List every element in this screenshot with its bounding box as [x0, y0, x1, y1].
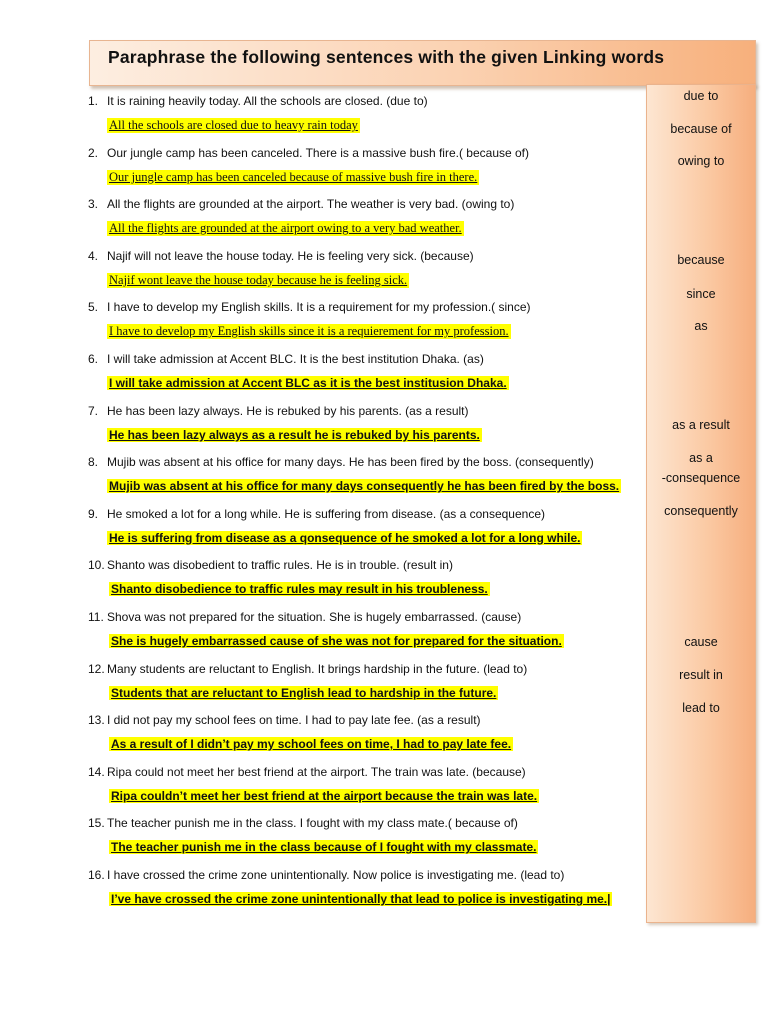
- item-number: 12.: [88, 661, 105, 676]
- linking-word: as a: [689, 451, 713, 465]
- list-item: [88, 453, 643, 505]
- answer-text: I will take admission at Accent BLC as it is the best institusion Dhaka.: [109, 375, 507, 390]
- answer-text: Ripa couldn’t meet her best friend at the airport because the train was late.: [111, 788, 538, 803]
- question-text: It is raining heavily today. All the schools are closed. (due to): [107, 94, 428, 108]
- item-number: 11.: [88, 609, 104, 624]
- answer-text: Shanto disobedience to traffic rules may result in his troubleness.: [111, 582, 488, 597]
- list-item: [88, 556, 643, 608]
- list-item: [88, 814, 643, 866]
- linking-word: result in: [679, 668, 723, 682]
- list-item: [88, 608, 643, 660]
- list-item: [88, 660, 643, 712]
- list-item: [88, 711, 643, 763]
- answer-text: The teacher punish me in the class because of I fought with my classmate.: [111, 840, 537, 855]
- item-number: 4.: [88, 248, 99, 263]
- item-number: 16.: [88, 867, 105, 882]
- linking-words-column: [646, 84, 756, 923]
- answer-text: He is suffering from disease as a qonsequence of he smoked a lot for a long while.: [109, 530, 581, 545]
- item-number: 2.: [88, 145, 99, 160]
- question-text: The teacher punish me in the class. I fought with my class mate.( because of): [107, 816, 518, 831]
- linking-word: -consequence: [661, 471, 741, 485]
- item-number: 6.: [88, 351, 99, 366]
- answer-text: As a result of I didn’t pay my school fees on time, I had to pay late fee.: [111, 737, 512, 752]
- item-number: 10.: [88, 558, 105, 573]
- answer-text: She is hugely embarrassed cause of she was not for prepared for the situation.: [111, 633, 562, 648]
- answer-text: All the flights are grounded at the airport owing to a very bad weather.: [109, 221, 462, 236]
- list-item: [88, 195, 643, 247]
- item-number: 13.: [88, 713, 105, 728]
- item-number: 5.: [88, 300, 99, 315]
- list-item: [88, 247, 643, 299]
- title-banner: [89, 40, 756, 86]
- answer-text: Mujib was absent at his office for many days consequently he has been fired by the boss.: [109, 479, 620, 494]
- list-item: [88, 402, 643, 454]
- question-text: Shova was not prepared for the situation. She is hugely embarrassed. (cause): [107, 609, 522, 624]
- linking-word: since: [686, 287, 716, 301]
- item-number: 7.: [88, 403, 99, 418]
- question-text: He has been lazy always. He is rebuked by his parents. (as a result): [107, 403, 469, 418]
- question-text: Many students are reluctant to English. It brings hardship in the future. (lead to): [107, 661, 528, 676]
- list-item: [88, 298, 643, 350]
- question-text: I have to develop my English skills. It is a requirement for my profession.( since): [107, 300, 531, 315]
- question-text: Shanto was disobedient to traffic rules. He is in trouble. (result in): [107, 558, 453, 573]
- linking-word: due to: [683, 89, 719, 103]
- question-text: I have crossed the crime zone unintentionally. Now police is investigating me. (lead to): [107, 867, 565, 882]
- question-text: He smoked a lot for a long while. He is suffering from disease. (as a consequence): [107, 506, 545, 521]
- linking-word: because of: [670, 122, 732, 136]
- item-number: 14.: [88, 764, 105, 779]
- answer-text: I have to develop my English skills since it is a requierement for my profession.: [109, 324, 509, 339]
- page-title: Paraphrase the following sentences with the given Linking words: [108, 47, 665, 67]
- answer-text: I’ve have crossed the crime zone unintentionally that lead to police is investigating me.|: [111, 891, 611, 906]
- linking-word: lead to: [682, 701, 720, 715]
- linking-word: as: [694, 319, 708, 333]
- question-text: Our jungle camp has been canceled. There is a massive bush fire.( because of): [107, 145, 530, 160]
- linking-word: as a result: [672, 418, 730, 432]
- question-text: I did not pay my school fees on time. I had to pay late fee. (as a result): [107, 713, 481, 728]
- item-number: 1.: [88, 94, 99, 108]
- linking-word: cause: [684, 635, 718, 649]
- item-number: 9.: [88, 506, 99, 521]
- linking-word: owing to: [677, 154, 725, 168]
- item-number: 15.: [88, 816, 105, 831]
- answer-text: All the schools are closed due to heavy rain today: [109, 118, 358, 132]
- list-item: [88, 505, 643, 557]
- question-text: All the flights are grounded at the airport. The weather is very bad. (owing to): [107, 197, 515, 212]
- question-text: I will take admission at Accent BLC. It is the best institution Dhaka. (as): [107, 351, 484, 366]
- item-number: 3.: [88, 197, 99, 212]
- exercise-list: [88, 92, 643, 918]
- answer-text: Our jungle camp has been canceled because of massive bush fire in there.: [109, 169, 478, 184]
- question-text: Mujib was absent at his office for many days. He has been fired by the boss. (consequently): [107, 455, 594, 470]
- answer-text: Najif wont leave the house today because he is feeling sick.: [109, 272, 408, 287]
- list-item: [88, 92, 643, 144]
- question-text: Najif will not leave the house today. He is feeling very sick. (because): [107, 248, 474, 263]
- item-number: 8.: [88, 455, 99, 470]
- list-item: [88, 350, 643, 402]
- question-text: Ripa could not meet her best friend at the airport. The train was late. (because): [107, 764, 526, 779]
- list-item: [88, 763, 643, 815]
- answer-text: He has been lazy always as a result he is rebuked by his parents.: [109, 427, 480, 442]
- list-item: [88, 144, 643, 196]
- linking-word: consequently: [664, 504, 738, 518]
- linking-word: because: [677, 253, 725, 267]
- answer-text: Students that are reluctant to English lead to hardship in the future.: [111, 685, 497, 700]
- list-item: [88, 866, 643, 918]
